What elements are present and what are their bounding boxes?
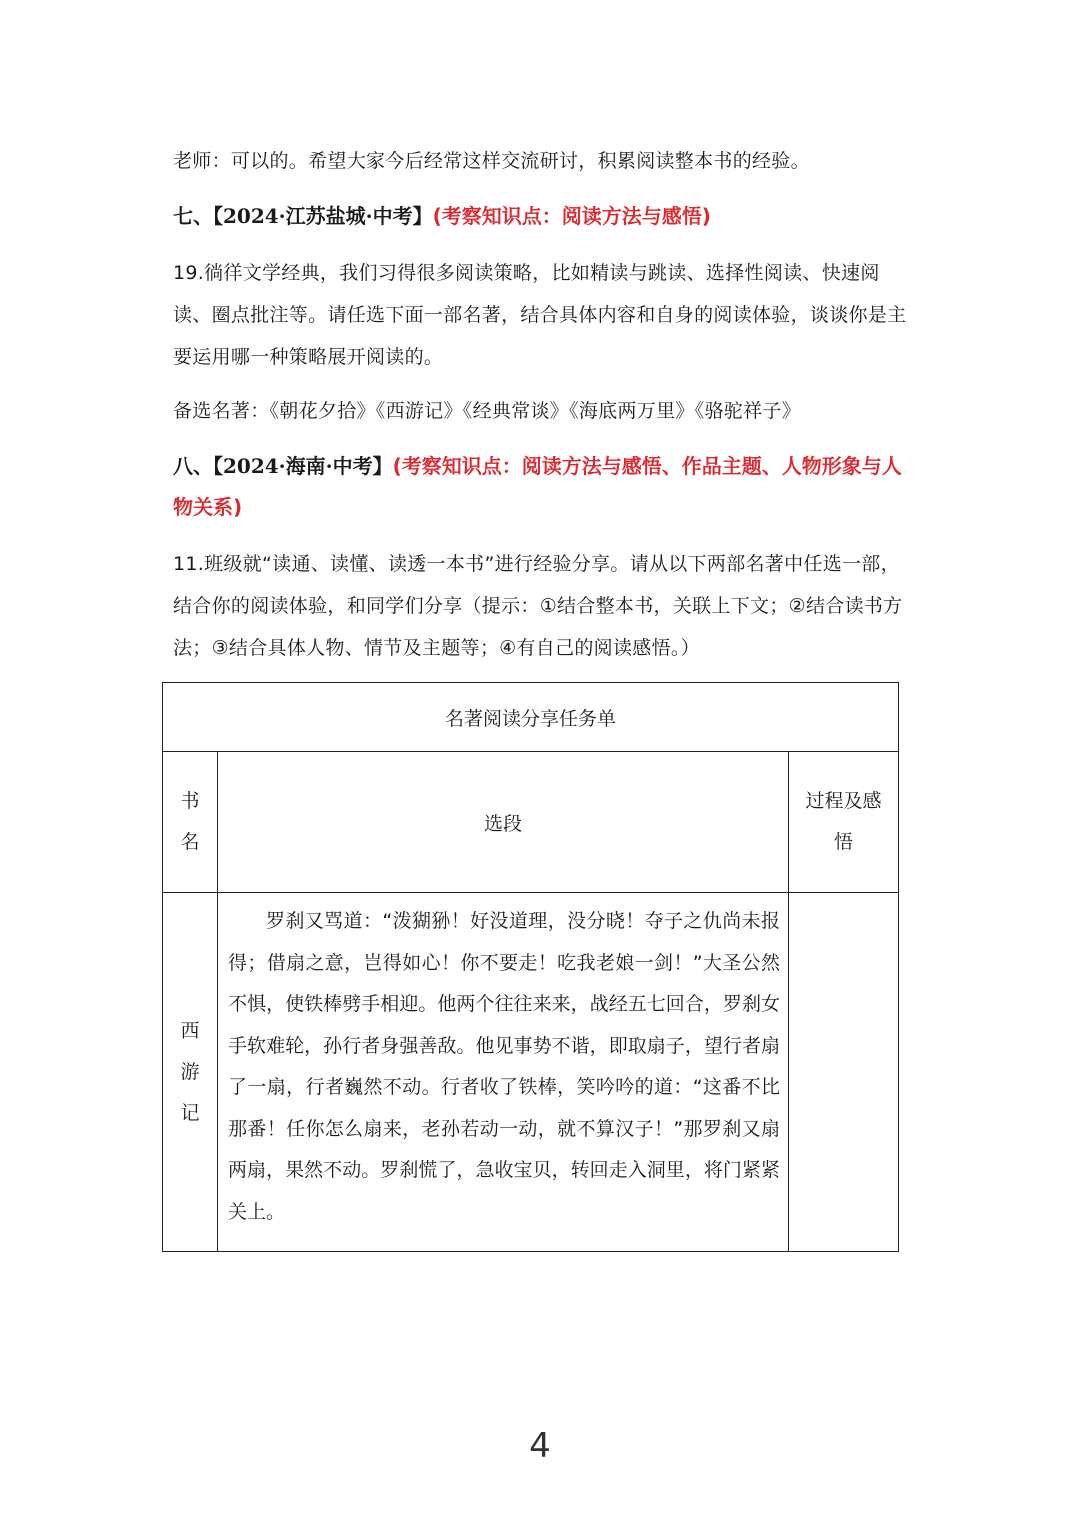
- section-eight-heading: [173, 446, 913, 528]
- section-eight-source: 【2024·海南·中考】: [213, 454, 393, 478]
- header-process: [789, 752, 899, 893]
- header-book-char-2: 名: [180, 831, 200, 853]
- page-number: 4: [529, 1426, 551, 1466]
- book-char-2: 游: [180, 1060, 200, 1083]
- reading-share-task-table: [162, 682, 899, 1252]
- teacher-line: 老师：可以的。希望大家今后经常这样交流研讨，积累阅读整本书的经验。: [173, 150, 810, 172]
- section-eight-number: 八、: [173, 454, 213, 478]
- header-selection: 选段: [218, 752, 789, 893]
- excerpt-text: 罗刹又骂道：“泼猢狲！好没道理，没分晓！夺子之仇尚未报得；借扇之意，岂得如心！你不要走！吃我老娘一剑！”大圣公然不惧，使铁棒劈手相迎。他两个往往来来，战经五七回合，罗刹女手软难轮，孙行者身强善敌。他见事势不谐，即取扇子，望行者扇了一扇，行者巍然不动。行者收了铁棒，笑吟吟的道：“这番不比那番！任你怎么扇来，老孙若动一动，就不算汉子！”那罗刹又扇两扇，果然不动。罗刹慌了，急收宝贝，转回走入洞里，将门紧紧关上。: [228, 910, 780, 1223]
- question-19: 19.徜徉文学经典，我们习得很多阅读策略，比如精读与跳读、选择性阅读、快速阅读、圈点批注等。请任选下面一部名著，结合具体内容和自身的阅读体验，谈谈你是主要运用哪一种策略展开阅读的。: [173, 262, 907, 368]
- optional-books: 备选名著：《朝花夕拾》《西游记》《经典常谈》《海底两万里》《骆驼祥子》: [173, 400, 802, 422]
- book-char-3: 记: [180, 1101, 200, 1124]
- book-char-1: 西: [180, 1019, 200, 1042]
- section-seven-number: 七、: [173, 204, 213, 228]
- table-title: 名著阅读分享任务单: [163, 683, 899, 752]
- section-eight-knowledge-point: (考察知识点：阅读方法与感悟、作品主题、人物形象与人物关系): [173, 454, 902, 519]
- header-process-line-1: 过程及感: [805, 790, 882, 812]
- header-book-name: [163, 752, 218, 893]
- header-book-char-1: 书: [180, 790, 200, 812]
- excerpt-cell: [218, 893, 789, 1252]
- table-row: [163, 893, 899, 1252]
- section-seven-source: 【2024·江苏盐城·中考】: [213, 204, 433, 228]
- book-name-cell: [163, 893, 218, 1252]
- section-seven-heading: [173, 196, 913, 237]
- question-11: 11.班级就“读通、读懂、读透一本书”进行经验分享。请从以下两部名著中任选一部，结合你的阅读体验，和同学们分享（提示：①结合整本书，关联上下文；②结合读书方法；③结合具体人物、情节及主题等；④有自己的阅读感悟。）: [173, 553, 903, 659]
- header-process-line-2: 悟: [833, 831, 853, 853]
- process-cell: [789, 893, 899, 1252]
- section-seven-knowledge-point: (考察知识点：阅读方法与感悟): [432, 204, 711, 228]
